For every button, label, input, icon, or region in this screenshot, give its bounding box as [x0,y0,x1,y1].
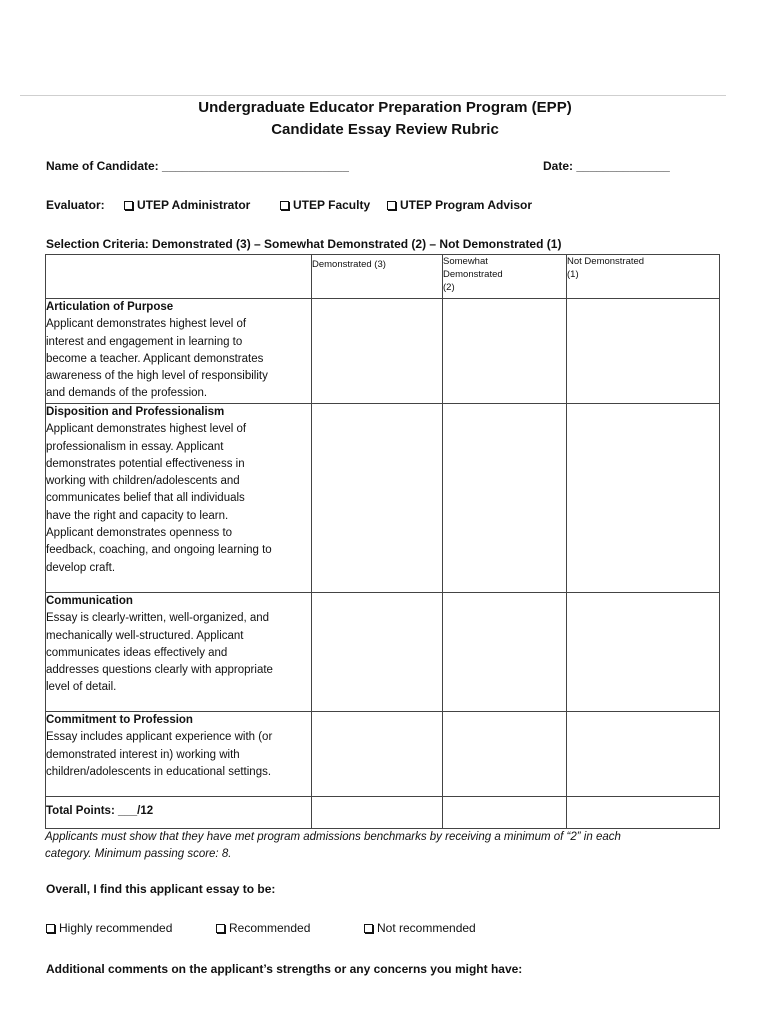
evaluator-option-administrator[interactable]: UTEP Administrator [124,198,250,212]
checkbox-icon[interactable] [46,924,55,933]
score-cell-demonstrated[interactable] [312,299,443,404]
checkbox-icon[interactable] [216,924,225,933]
score-cell-demonstrated[interactable] [312,404,443,593]
rubric-table [45,254,720,829]
table-row [46,593,720,712]
total-cell [312,797,443,829]
benchmark-note: Applicants must show that they have met program admissions benchmarks by receiving a minimum of “2” in each category. Minimum passing score: 8. [45,831,621,860]
score-cell-not-demonstrated[interactable] [567,593,720,712]
option-not-recommended[interactable]: Not recommended [364,921,476,935]
document-subtitle: Candidate Essay Review Rubric [271,121,499,138]
header-blank-cell [46,255,312,299]
criterion-commitment-to-profession: Commitment to Profession Essay includes applicant experience with (or demonstrated interest in) working with children/adolescents in educational settings. [46,712,312,797]
comments-label: Additional comments on the applicant’s strengths or any concerns you might have: [46,962,523,976]
evaluator-option-advisor[interactable]: UTEP Program Advisor [387,198,532,212]
evaluator-option-faculty[interactable]: UTEP Faculty [280,198,370,212]
score-cell-somewhat[interactable] [443,299,567,404]
score-cell-somewhat[interactable] [443,712,567,797]
total-points-label[interactable]: Total Points: ___/12 [46,797,312,829]
header-demonstrated: Demonstrated (3) [312,255,443,299]
checkbox-icon[interactable] [280,201,289,210]
score-cell-demonstrated[interactable] [312,712,443,797]
table-header-row [46,255,720,299]
table-total-row [46,797,720,829]
table-row [46,404,720,593]
table-row [46,299,720,404]
score-cell-somewhat[interactable] [443,593,567,712]
checkbox-icon[interactable] [387,201,396,210]
total-cell [443,797,567,829]
checkbox-icon[interactable] [124,201,133,210]
checkbox-icon[interactable] [364,924,373,933]
criterion-articulation-of-purpose: Articulation of Purpose Applicant demonstrates highest level of interest and engagement in learning to become a teacher. Applicant demonstrates awareness of the high level of responsibility and demands of the profession. [46,299,312,404]
score-cell-not-demonstrated[interactable] [567,404,720,593]
document-title: Undergraduate Educator Preparation Program (EPP) [198,99,572,116]
top-rule [20,95,726,96]
score-cell-somewhat[interactable] [443,404,567,593]
candidate-name-field[interactable]: Name of Candidate: ____________________________ [46,159,349,173]
header-not-demonstrated: Not Demonstrated (1) [567,255,720,299]
table-row [46,712,720,797]
score-cell-not-demonstrated[interactable] [567,712,720,797]
criterion-communication: Communication Essay is clearly-written, well-organized, and mechanically well-structured. Applicant communicates ideas effectively and addresses questions clearly with appropriate level of detail. [46,593,312,712]
date-field[interactable]: Date: ______________ [543,159,670,173]
score-cell-not-demonstrated[interactable] [567,299,720,404]
selection-criteria: Selection Criteria: Demonstrated (3) – Somewhat Demonstrated (2) – Not Demonstrated (1) [46,237,562,251]
header-somewhat-demonstrated: Somewhat Demonstrated (2) [443,255,567,299]
option-highly-recommended[interactable]: Highly recommended [46,921,172,935]
evaluator-label: Evaluator: [46,198,105,212]
score-cell-demonstrated[interactable] [312,593,443,712]
overall-label: Overall, I find this applicant essay to be: [46,882,276,896]
option-recommended[interactable]: Recommended [216,921,310,935]
total-cell [567,797,720,829]
criterion-disposition-professionalism: Disposition and Professionalism Applicant demonstrates highest level of professionalism in essay. Applicant demonstrates potential effectiveness in working with children/adolescents and communicates belief that all individuals have the right and capacity to learn. Applicant demonstrates openness to feedback, coaching, and ongoing learning to develop craft. [46,404,312,593]
